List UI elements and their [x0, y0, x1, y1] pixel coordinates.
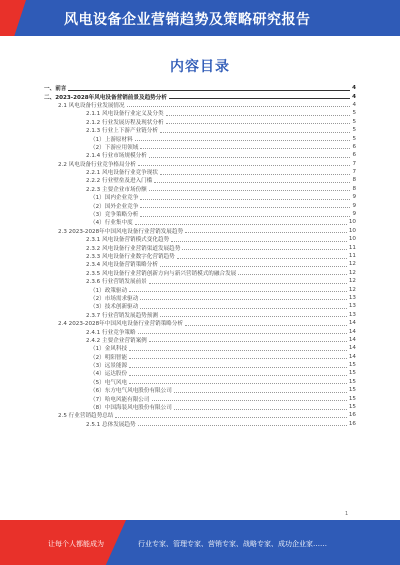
toc-entry[interactable] — [44, 143, 356, 151]
toc-entry[interactable] — [44, 134, 356, 142]
toc-entry[interactable] — [44, 235, 356, 243]
toc-entry-page: 14 — [348, 320, 356, 327]
toc-entry-page: 9 — [352, 194, 356, 201]
toc-leader-dots — [129, 383, 347, 384]
toc-entry-page: 8 — [352, 185, 356, 192]
toc-entry-title: （6）东方电气风电股份有限公司 — [90, 388, 172, 395]
toc-leader-dots — [149, 283, 347, 284]
toc-leader-dots — [138, 333, 347, 334]
toc-leader-dots — [160, 266, 347, 267]
toc-entry-title: （2）国外企业竞争 — [90, 203, 139, 210]
toc-entry-title: 2.2 风电设备行业竞争格局分析 — [58, 161, 136, 168]
toc-leader-dots — [154, 182, 350, 183]
toc-entry-page: 14 — [348, 345, 356, 352]
toc-entry-title: 二、2023-2028年风电设备营销前景及趋势分析 — [44, 94, 167, 101]
toc-entry-page: 6 — [352, 143, 356, 150]
toc-entry[interactable] — [44, 227, 356, 235]
toc-entry[interactable] — [44, 201, 356, 209]
toc-leader-dots — [160, 174, 350, 175]
toc-entry-title: 2.1.4 行业市场规模分析 — [86, 153, 147, 160]
toc-leader-dots — [160, 132, 350, 133]
toc-entry[interactable] — [44, 294, 356, 302]
toc-entry-page: 11 — [348, 244, 356, 251]
toc-entry-title: 2.5 行业营销趋势总结 — [58, 413, 114, 420]
toc-leader-dots — [129, 358, 347, 359]
toc-entry[interactable] — [44, 369, 356, 377]
toc-leader-dots — [169, 98, 350, 99]
toc-entry-title: 2.3.4 风电设备营销策略分析 — [86, 262, 158, 269]
toc-leader-dots — [149, 341, 347, 342]
toc-entry-page: 10 — [348, 219, 356, 226]
toc-leader-dots — [171, 241, 347, 242]
toc-entry-title: 2.3.7 行业营销发展趋势预测 — [86, 312, 158, 319]
toc-entry-title: （4）运达股份 — [90, 371, 128, 378]
report-title: 风电设备企业营销趋势及策略研究报告 — [64, 12, 311, 28]
toc-entry[interactable] — [44, 84, 356, 92]
toc-entry-page: 14 — [348, 328, 356, 335]
toc-entry-page: 5 — [352, 110, 356, 117]
toc-leader-dots — [152, 400, 347, 401]
toc-entry[interactable] — [44, 193, 356, 201]
toc-leader-dots — [174, 409, 347, 410]
toc-entry[interactable] — [44, 394, 356, 402]
toc-entry-page: 9 — [352, 211, 356, 218]
toc-entry[interactable] — [44, 302, 356, 310]
toc-entry-title: 2.5.1 总体发展趋势 — [86, 421, 136, 428]
toc-entry[interactable] — [44, 361, 356, 369]
toc-leader-dots — [138, 425, 347, 426]
toc-entry-page: 7 — [352, 169, 356, 176]
toc-entry-title: 2.2.2 行业壁垒及进入门槛 — [86, 178, 153, 185]
toc-entry-page: 12 — [348, 286, 356, 293]
toc-entry-page: 4 — [352, 85, 356, 92]
toc-entry-title: 2.3.6 行业营销发展前景 — [86, 279, 147, 286]
toc-entry-page: 5 — [352, 127, 356, 134]
toc-entry[interactable] — [44, 185, 356, 193]
toc-entry-page: 8 — [352, 177, 356, 184]
toc-entry-title: 2.3.2 风电设备行业营销渠道发展趋势 — [86, 245, 181, 252]
toc-entry-page: 13 — [348, 311, 356, 318]
toc-leader-dots — [166, 115, 351, 116]
toc-entry-title: （8）中国海装风电股份有限公司 — [90, 405, 172, 412]
toc-leader-dots — [127, 106, 351, 107]
toc-entry-title: 2.1.1 风电设备行业定义及分类 — [86, 111, 164, 118]
toc-entry-page: 12 — [348, 278, 356, 285]
toc-entry-title: 2.3.3 风电设备行业数字化营销趋势 — [86, 254, 175, 260]
toc-entry-title: 2.1.3 行业上下游产业链分析 — [86, 128, 158, 135]
report-header — [0, 0, 400, 36]
toc-leader-dots — [140, 299, 347, 300]
toc-entry[interactable] — [44, 176, 356, 184]
toc-leader-dots — [129, 291, 347, 292]
toc-entry[interactable] — [44, 101, 356, 109]
toc-entry-page: 5 — [352, 118, 356, 125]
toc-leader-dots — [149, 190, 351, 191]
toc-entry-page: 6 — [352, 152, 356, 159]
toc-entry-page: 15 — [348, 404, 356, 411]
toc-entry-page: 9 — [352, 202, 356, 209]
toc-entry-title: （2）市场需求驱动 — [90, 295, 139, 302]
toc-entry-title: 2.1 风电设备行业发展情况 — [58, 102, 125, 109]
header-accent — [0, 0, 26, 36]
toc-entry[interactable] — [44, 411, 356, 419]
toc-leader-dots — [140, 308, 347, 309]
toc-leader-dots — [140, 148, 350, 149]
toc-leader-dots — [185, 325, 347, 326]
toc-entry[interactable] — [44, 386, 356, 394]
toc-entry-title: （1）政策驱动 — [90, 287, 128, 294]
toc-entry[interactable] — [44, 327, 356, 335]
toc-entry[interactable] — [44, 344, 356, 352]
toc-entry[interactable] — [44, 118, 356, 126]
toc-entry-page: 11 — [348, 253, 356, 259]
toc-entry[interactable] — [44, 151, 356, 159]
toc-leader-dots — [68, 90, 350, 91]
toc-leader-dots — [166, 123, 351, 124]
toc-entry-page: 16 — [348, 420, 356, 427]
footer-slogan-right: 行业专家、管理专家、营销专家、战略专家、成功企业家…… — [138, 540, 327, 548]
toc-entry-title: 2.2.3 主要企业市场份额 — [86, 186, 147, 193]
toc-leader-dots — [140, 199, 350, 200]
table-of-contents — [44, 84, 356, 428]
toc-leader-dots — [129, 375, 347, 376]
toc-entry-title: 一、前言 — [44, 86, 67, 93]
toc-entry-page: 4 — [352, 93, 356, 100]
toc-entry-title: （7）哈电风能有限公司 — [90, 396, 150, 403]
toc-entry-page: 16 — [348, 412, 356, 419]
toc-leader-dots — [177, 258, 347, 259]
toc-leader-dots — [182, 249, 347, 250]
toc-entry-title: 2.4.1 行业竞争策略 — [86, 329, 136, 336]
toc-entry[interactable] — [44, 311, 356, 319]
toc-leader-dots — [138, 165, 351, 166]
footer-banner — [0, 520, 400, 565]
toc-leader-dots — [115, 417, 346, 418]
toc-entry-title: （3）竞争策略分析 — [90, 212, 139, 219]
toc-entry[interactable] — [44, 353, 356, 361]
toc-leader-dots — [149, 157, 351, 158]
toc-leader-dots — [129, 367, 347, 368]
toc-entry-title: （5）电气风电 — [90, 379, 128, 386]
toc-leader-dots — [185, 232, 347, 233]
toc-entry[interactable] — [44, 92, 356, 100]
toc-entry[interactable] — [44, 336, 356, 344]
toc-entry-page: 12 — [348, 269, 356, 276]
toc-entry-title: （4）行业集中度 — [90, 220, 133, 227]
toc-entry[interactable] — [44, 160, 356, 168]
toc-heading: 内容目录 — [170, 59, 230, 75]
toc-entry-title: （3）技术创新驱动 — [90, 304, 139, 311]
toc-entry[interactable] — [44, 269, 356, 277]
toc-entry-title: （2）下游应用领域 — [90, 144, 139, 151]
toc-entry-page: 13 — [348, 294, 356, 301]
toc-entry-page: 15 — [348, 362, 356, 369]
toc-entry[interactable] — [44, 277, 356, 285]
toc-entry-title: 2.4 2023-2028年中国风电设备行业营销策略分析 — [58, 321, 184, 328]
toc-entry-title: （1）金风科技 — [90, 346, 128, 353]
toc-entry[interactable] — [44, 378, 356, 386]
toc-entry[interactable] — [44, 218, 356, 226]
toc-entry[interactable] — [44, 285, 356, 293]
footer-slogan-left: 让每个人都能成为 — [48, 540, 104, 548]
toc-entry-page: 4 — [352, 101, 356, 108]
toc-entry[interactable] — [44, 319, 356, 327]
toc-entry-page: 5 — [352, 135, 356, 142]
toc-leader-dots — [129, 350, 347, 351]
toc-leader-dots — [160, 316, 347, 317]
toc-entry[interactable] — [44, 168, 356, 176]
toc-entry-page: 12 — [348, 261, 356, 268]
toc-entry-page: 10 — [348, 236, 356, 243]
toc-entry-page: 14 — [348, 336, 356, 343]
page-number: 1 — [345, 511, 349, 517]
toc-leader-dots — [135, 140, 351, 141]
toc-entry-page: 7 — [352, 160, 356, 167]
toc-entry-title: 2.3.1 风电设备营销模式变化趋势 — [86, 237, 170, 244]
toc-entry-title: （1）上游原材料 — [90, 136, 133, 143]
toc-entry[interactable] — [44, 109, 356, 117]
toc-leader-dots — [135, 224, 347, 225]
toc-entry-title: （1）国内企业竞争 — [90, 195, 139, 202]
toc-entry-title: 2.3 2023-2028年中国风电设备行业营销发展趋势 — [58, 228, 184, 235]
toc-entry[interactable] — [44, 252, 356, 260]
toc-entry-title: 2.1.2 行业发展历程及现状分析 — [86, 119, 164, 126]
toc-entry[interactable] — [44, 403, 356, 411]
toc-entry-title: 2.2.1 风电设备行业竞争现状 — [86, 170, 158, 177]
toc-entry-title: 2.4.2 主要企业营销案例 — [86, 337, 147, 344]
toc-entry-page: 15 — [348, 395, 356, 402]
toc-leader-dots — [140, 207, 350, 208]
toc-leader-dots — [140, 216, 350, 217]
toc-leader-dots — [174, 392, 347, 393]
toc-entry-title: （3）远景能源 — [90, 363, 128, 370]
toc-entry[interactable] — [44, 210, 356, 218]
toc-entry-page: 13 — [348, 303, 356, 310]
toc-entry[interactable] — [44, 260, 356, 268]
toc-entry[interactable] — [44, 243, 356, 251]
toc-entry-page: 15 — [348, 370, 356, 377]
toc-entry-page: 15 — [348, 387, 356, 394]
toc-entry-page: 15 — [348, 378, 356, 385]
toc-entry-page: 10 — [348, 227, 356, 234]
toc-entry-title: （2）明阳智能 — [90, 354, 128, 361]
toc-entry-page: 14 — [348, 353, 356, 360]
toc-leader-dots — [238, 274, 347, 275]
toc-entry-title: 2.3.5 风电设备行业营销创新方向与新兴营销模式的融合发展 — [86, 270, 237, 277]
toc-entry[interactable] — [44, 126, 356, 134]
toc-entry[interactable] — [44, 420, 356, 428]
